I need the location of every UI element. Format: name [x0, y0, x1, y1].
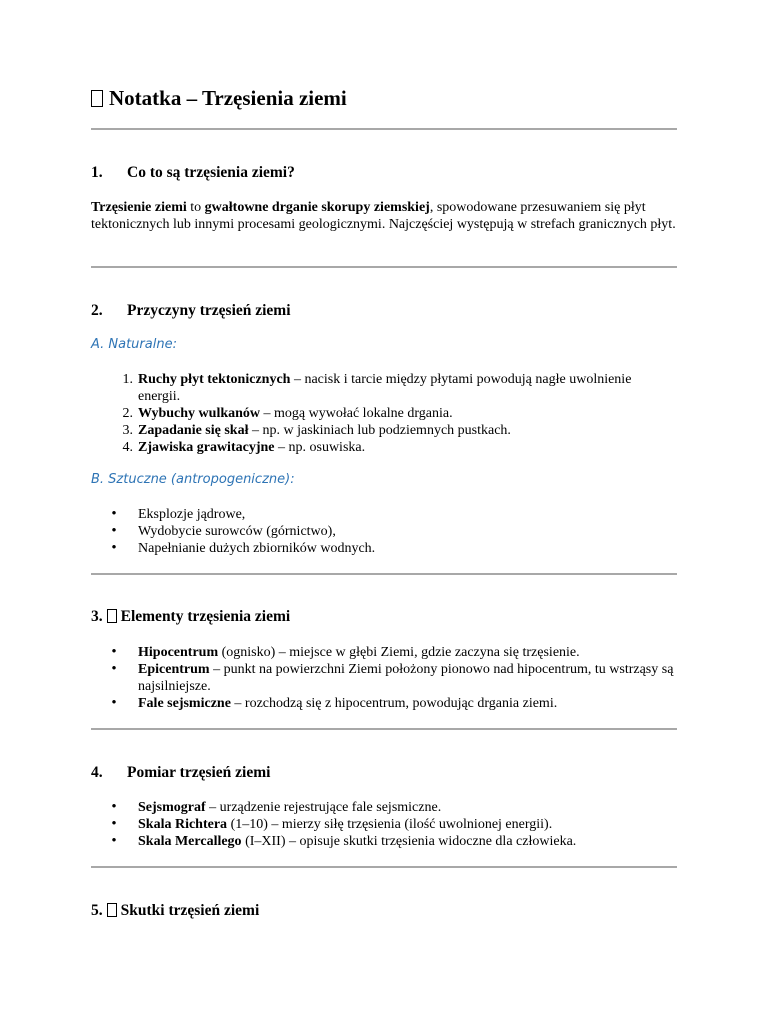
elements-list: [91, 644, 677, 712]
bold-term: Wybuchy wulkanów: [138, 406, 261, 421]
item-text: Wydobycie surowców (górnictwo),: [138, 524, 336, 539]
subheading-natural: A. Naturalne:: [91, 337, 177, 352]
bullet-icon: •: [111, 644, 117, 660]
document-icon: [91, 90, 103, 107]
bullet-icon: •: [111, 540, 117, 556]
globe-icon: [107, 609, 117, 623]
item-number: 4.: [122, 440, 133, 455]
subheading-artificial: B. Sztuczne (antropogeniczne):: [91, 472, 295, 487]
bold-term: Epicentrum: [138, 662, 210, 677]
list-item: [91, 540, 677, 557]
section-number: 2.: [91, 302, 103, 319]
item-text: Napełnianie dużych zbiorników wodnych.: [138, 541, 376, 556]
section-title: Co to są trzęsienia ziemi?: [127, 164, 295, 181]
item-text: – mogą wywołać lokalne drgania.: [260, 406, 453, 421]
item-text: (ognisko) – miejsce w głębi Ziemi, gdzie zaczyna się trzęsienie.: [218, 645, 580, 660]
divider: [91, 128, 677, 130]
measurement-list: [91, 799, 677, 850]
divider: [91, 866, 677, 868]
list-item: [91, 661, 677, 695]
item-number: 2.: [122, 406, 133, 421]
bullet-icon: •: [111, 506, 117, 522]
section-title: Skutki trzęsień ziemi: [120, 902, 260, 919]
item-text: – urządzenie rejestrujące fale sejsmiczne.: [205, 800, 442, 815]
bold-term: Skala Mercallego: [138, 834, 242, 849]
list-item: [91, 506, 677, 523]
list-item: [91, 695, 677, 712]
list-item: [91, 644, 677, 661]
section-title: Pomiar trzęsień ziemi: [127, 764, 271, 781]
bullet-icon: •: [111, 816, 117, 832]
bold-term: Sejsmograf: [138, 800, 206, 815]
paragraph-text: , spowodowane przesuwaniem się płyt tektonicznych lub innymi procesami geologicznymi. Najczęściej występują w strefach granicznych płyt.: [91, 200, 676, 232]
section-1-heading: [91, 164, 295, 182]
bold-term: Trzęsienie ziemi: [91, 200, 187, 215]
divider: [91, 573, 677, 575]
section-number: 1.: [91, 164, 103, 181]
bullet-icon: •: [111, 799, 117, 815]
bullet-icon: •: [111, 833, 117, 849]
list-item: [91, 816, 677, 833]
list-item: [91, 405, 677, 422]
item-text: – nacisk i tarcie między płytami powodują nagłe uwolnienie energii.: [138, 372, 632, 404]
bold-term: Zjawiska grawitacyjne: [138, 440, 275, 455]
item-text: – punkt na powierzchni Ziemi położony pionowo nad hipocentrum, tu wstrząsy są najsilniejsze.: [138, 662, 674, 694]
natural-causes-list: [91, 371, 677, 456]
bullet-icon: •: [111, 523, 117, 539]
section-3-heading: [91, 608, 290, 626]
section-number: 3.: [91, 608, 103, 625]
artificial-causes-list: [91, 506, 677, 557]
section-4-heading: [91, 764, 270, 782]
list-item: [91, 422, 677, 439]
list-item: [91, 833, 677, 850]
page-title: [91, 86, 347, 111]
bold-term: Zapadanie się skał: [138, 423, 249, 438]
item-text: – rozchodzą się z hipocentrum, powodując drgania ziemi.: [230, 696, 558, 711]
section-5-heading: [91, 902, 259, 920]
section-title: Elementy trzęsienia ziemi: [120, 608, 291, 625]
item-text: – np. w jaskiniach lub podziemnych pustkach.: [248, 423, 511, 438]
bold-term: Ruchy płyt tektonicznych: [138, 372, 291, 387]
bullet-icon: •: [111, 695, 117, 711]
divider: [91, 266, 677, 268]
list-item: [91, 371, 677, 405]
section-2-heading: [91, 302, 291, 320]
bold-term: Fale sejsmiczne: [138, 696, 231, 711]
section-number: 4.: [91, 764, 103, 781]
paragraph-text: to: [186, 200, 205, 215]
divider: [91, 728, 677, 730]
item-number: 3.: [122, 423, 133, 438]
section-title: Przyczyny trzęsień ziemi: [127, 302, 291, 319]
list-item: [91, 439, 677, 456]
bold-term: Hipocentrum: [138, 645, 219, 660]
list-item: [91, 799, 677, 816]
item-text: (I–XII) – opisuje skutki trzęsienia widoczne dla człowieka.: [241, 834, 577, 849]
page-title-text: Notatka – Trzęsienia ziemi: [109, 86, 347, 110]
list-item: [91, 523, 677, 540]
bold-term: Skala Richtera: [138, 817, 228, 832]
warning-icon: [107, 903, 117, 917]
item-text: Eksplozje jądrowe,: [138, 507, 246, 522]
item-text: – np. osuwiska.: [274, 440, 366, 455]
item-text: (1–10) – mierzy siłę trzęsienia (ilość uwolnionej energii).: [227, 817, 553, 832]
section-1-paragraph: [91, 199, 677, 233]
item-number: 1.: [122, 372, 133, 387]
bullet-icon: •: [111, 661, 117, 677]
section-number: 5.: [91, 902, 103, 919]
bold-term: gwałtowne drganie skorupy ziemskiej: [204, 200, 430, 215]
